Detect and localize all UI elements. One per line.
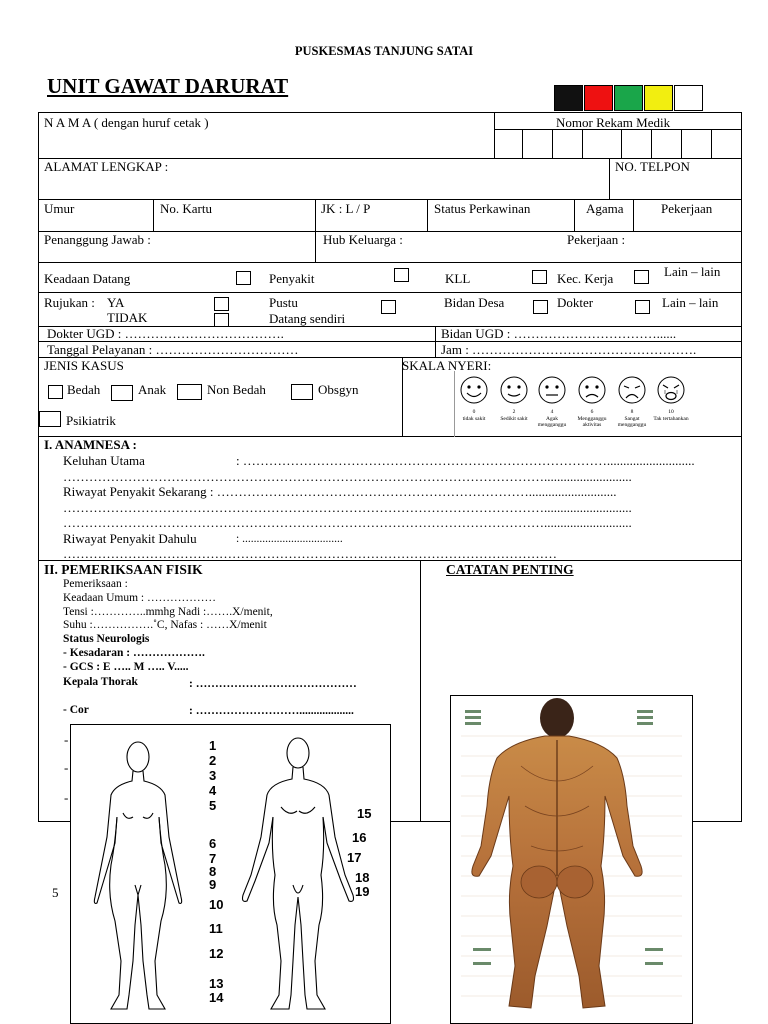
bedah-label: Bedah [67, 382, 101, 397]
tensi-nadi-field[interactable]: Tensi :…………..mmhg Nadi :…….X/menit, [63, 606, 273, 618]
anak-checkbox[interactable] [111, 385, 133, 401]
pain-face-label-0 [454, 409, 494, 422]
suhu-nafas-field[interactable]: Suhu :…………….˚C, Nafas : ……X/menit [63, 619, 267, 631]
pain-face-label-4 [532, 409, 572, 429]
pain-caption: Sangat mengganggu [617, 415, 647, 428]
pain-face-label-10 [651, 409, 691, 422]
keluhan-utama-label: Keluhan Utama [63, 453, 145, 468]
triage-green-box[interactable] [614, 85, 643, 111]
kec-kerja-checkbox[interactable] [634, 270, 649, 284]
keluhan-utama-line-2[interactable]: …………………………………………………………………………………………………........................... [63, 469, 632, 484]
cor-field[interactable]: : ………………………................... [189, 705, 354, 717]
rujukan-lain-label: Lain – lain [662, 295, 719, 310]
bedah-checkbox[interactable] [48, 385, 63, 399]
pain-caption: tidak sakit [462, 415, 486, 422]
exam-dash-1: - [64, 732, 69, 747]
datang-sendiri-label: Datang sendiri [269, 311, 346, 326]
bidan-desa-label: Bidan Desa [444, 295, 505, 310]
non-bedah-label: Non Bedah [207, 382, 266, 397]
exam-dash-3: - [64, 790, 69, 805]
body-region-number[interactable]: 18 [355, 870, 370, 885]
pain-caption: Tak tertahankan [653, 415, 689, 422]
body-region-number[interactable]: 19 [355, 884, 370, 899]
keadaan-datang-label: Keadaan Datang [44, 271, 131, 286]
muscular-back-illustration [451, 696, 692, 1023]
status-neurologis-label: Status Neurologis [63, 633, 150, 645]
body-region-number[interactable]: 10 [209, 897, 224, 912]
pain-face-label-6 [572, 409, 612, 429]
body-region-number[interactable]: 15 [357, 806, 372, 821]
cor-label: - Cor [63, 704, 89, 716]
keadaan-checkbox-1[interactable] [236, 271, 251, 285]
riwayat-penyakit-dahulu-field[interactable]: : ................................... [236, 533, 343, 545]
jam-label: Jam : ……………………………………………. [441, 342, 697, 357]
jenis-kelamin-label: JK : L / P [321, 201, 371, 216]
alamat-label: ALAMAT LENGKAP : [44, 159, 169, 174]
pustu-label: Pustu [269, 295, 298, 310]
pain-score: 10 [668, 409, 674, 415]
nomor-rekam-medik-label: Nomor Rekam Medik [556, 115, 671, 130]
anamnesa-title: I. ANAMNESA : [44, 437, 137, 452]
pain-face-6-icon[interactable] [576, 374, 608, 406]
pain-face-label-2 [494, 409, 534, 422]
rujukan-label: Rujukan : [44, 295, 95, 310]
body-chart-front [70, 724, 391, 1024]
nama-field[interactable] [39, 130, 494, 158]
kepala-thorak-label: Kepala Thorak [63, 676, 138, 688]
pemeriksaan-label: Pemeriksaan : [63, 578, 128, 590]
tanggal-pelayanan-label: Tanggal Pelayanan : …………………………… [47, 342, 299, 357]
anak-label: Anak [138, 382, 167, 397]
kll-checkbox[interactable] [532, 270, 547, 284]
facility-name: PUSKESMAS TANJUNG SATAI [294, 44, 474, 58]
pain-caption: Mengganggu aktivitas [577, 415, 607, 428]
triage-black-box[interactable] [554, 85, 583, 111]
triage-yellow-box[interactable] [644, 85, 673, 111]
body-region-number[interactable]: 5 [209, 798, 217, 813]
kll-label: KLL [445, 271, 471, 286]
riwayat-sekarang-line-2[interactable]: …………………………………………………………………………………………………........................... [63, 500, 632, 515]
no-kartu-label: No. Kartu [160, 201, 212, 216]
body-region-number[interactable]: 6 [209, 836, 217, 851]
psikiatrik-label: Psikiatrik [66, 413, 116, 428]
keadaan-lain-label: Lain – lain [664, 264, 721, 279]
agama-label: Agama [586, 201, 624, 216]
status-perkawinan-label: Status Perkawinan [434, 201, 531, 216]
exam-dash-2: - [64, 760, 69, 775]
pustu-checkbox[interactable] [381, 300, 396, 314]
kepala-thorak-field[interactable]: : …………………………………… [189, 678, 357, 690]
pekerjaan-label: Pekerjaan [661, 201, 713, 216]
body-region-number[interactable]: 9 [209, 877, 217, 892]
pain-face-8-icon[interactable] [616, 374, 648, 406]
pain-face-2-icon[interactable] [498, 374, 530, 406]
keadaan-umum-field[interactable]: Keadaan Umum : ……………… [63, 592, 216, 604]
nomor-rekam-medik-field[interactable] [495, 130, 741, 158]
penyakit-label: Penyakit [269, 271, 315, 286]
pain-caption: Agak mengganggu [537, 415, 567, 428]
body-region-number[interactable]: 1 [209, 738, 217, 753]
obsgyn-checkbox[interactable] [291, 384, 313, 400]
umur-label: Umur [44, 201, 75, 216]
dokter-ugd-label: Dokter UGD : ………………………………. [47, 326, 284, 341]
hub-keluarga-label: Hub Keluarga : [323, 232, 403, 247]
page-number: 5 [52, 885, 59, 900]
dokter-checkbox[interactable] [635, 300, 650, 314]
riwayat-penyakit-dahulu-label: Riwayat Penyakit Dahulu [63, 531, 197, 546]
riwayat-dahulu-line-2[interactable]: …………………………………………………………………………………………………… [63, 546, 557, 561]
body-region-number[interactable]: 12 [209, 946, 224, 961]
bidan-desa-checkbox[interactable] [533, 300, 548, 314]
keluhan-utama-field[interactable]: : …………………………………………………………………………........................... [236, 453, 695, 468]
rujukan-ya-label: YA [107, 295, 125, 310]
pemeriksaan-fisik-title: II. PEMERIKSAAN FISIK [44, 562, 203, 577]
penyakit-checkbox[interactable] [394, 268, 409, 282]
telpon-label: NO. TELPON [615, 159, 690, 174]
body-region-number[interactable]: 3 [209, 768, 217, 783]
jenis-kasus-title: JENIS KASUS [44, 358, 124, 373]
form-title: UNIT GAWAT DARURAT [47, 74, 289, 98]
body-region-number[interactable]: 7 [209, 851, 217, 866]
kec-kerja-label: Kec. Kerja [557, 271, 614, 286]
catatan-penting-area[interactable] [421, 580, 741, 690]
riwayat-sekarang-line-3[interactable]: …………………………………………………………………………………………………........................... [63, 515, 632, 530]
triage-white-box[interactable] [674, 85, 703, 111]
skala-nyeri-title: SKALA NYERI: [402, 358, 492, 373]
pain-score: 6 [590, 409, 594, 415]
body-region-number[interactable]: 2 [209, 753, 217, 768]
kesadaran-field[interactable]: - Kesadaran : ………………. [63, 647, 205, 659]
triage-red-box[interactable] [584, 85, 613, 111]
dokter-label: Dokter [557, 295, 594, 310]
body-region-number[interactable]: 8 [209, 864, 217, 879]
pain-score: 2 [512, 409, 516, 415]
psikiatrik-checkbox[interactable] [39, 411, 61, 427]
catatan-penting-title: CATATAN PENTING [446, 562, 574, 577]
body-region-number[interactable]: 13 [209, 976, 224, 991]
anatomy-back-image [450, 695, 693, 1024]
bidan-ugd-label: Bidan UGD : ……………………………...... [441, 326, 677, 341]
obsgyn-label: Obsgyn [318, 382, 359, 397]
penanggung-jawab-label: Penanggung Jawab : [44, 232, 151, 247]
pain-face-0-icon[interactable] [458, 374, 490, 406]
pain-face-10-icon[interactable] [655, 374, 687, 406]
pain-score: 0 [472, 409, 476, 415]
body-region-number[interactable]: 14 [209, 990, 224, 1005]
pain-face-4-icon[interactable] [536, 374, 568, 406]
rujukan-tidak-checkbox[interactable] [214, 313, 229, 327]
pain-face-label-8 [612, 409, 652, 429]
gcs-field[interactable]: - GCS : E ….. M ….. V..... [63, 661, 189, 673]
body-region-number[interactable]: 11 [209, 921, 223, 936]
riwayat-penyakit-sekarang[interactable]: Riwayat Penyakit Sekarang : ………………………………………………………………........................... [63, 484, 617, 499]
non-bedah-checkbox[interactable] [177, 384, 202, 400]
pain-score: 8 [630, 409, 634, 415]
nama-label: N A M A ( dengan huruf cetak ) [44, 115, 209, 130]
pain-caption: Sedikit sakit [500, 415, 528, 422]
rujukan-tidak-label: TIDAK [107, 310, 148, 325]
pain-score: 4 [550, 409, 554, 415]
body-outline-illustration [71, 725, 390, 1023]
body-region-number[interactable]: 16 [352, 830, 367, 845]
body-region-number[interactable]: 17 [347, 850, 362, 865]
rujukan-ya-checkbox[interactable] [214, 297, 229, 311]
pj-pekerjaan-label: Pekerjaan : [567, 232, 626, 247]
body-region-number[interactable]: 4 [209, 783, 217, 798]
